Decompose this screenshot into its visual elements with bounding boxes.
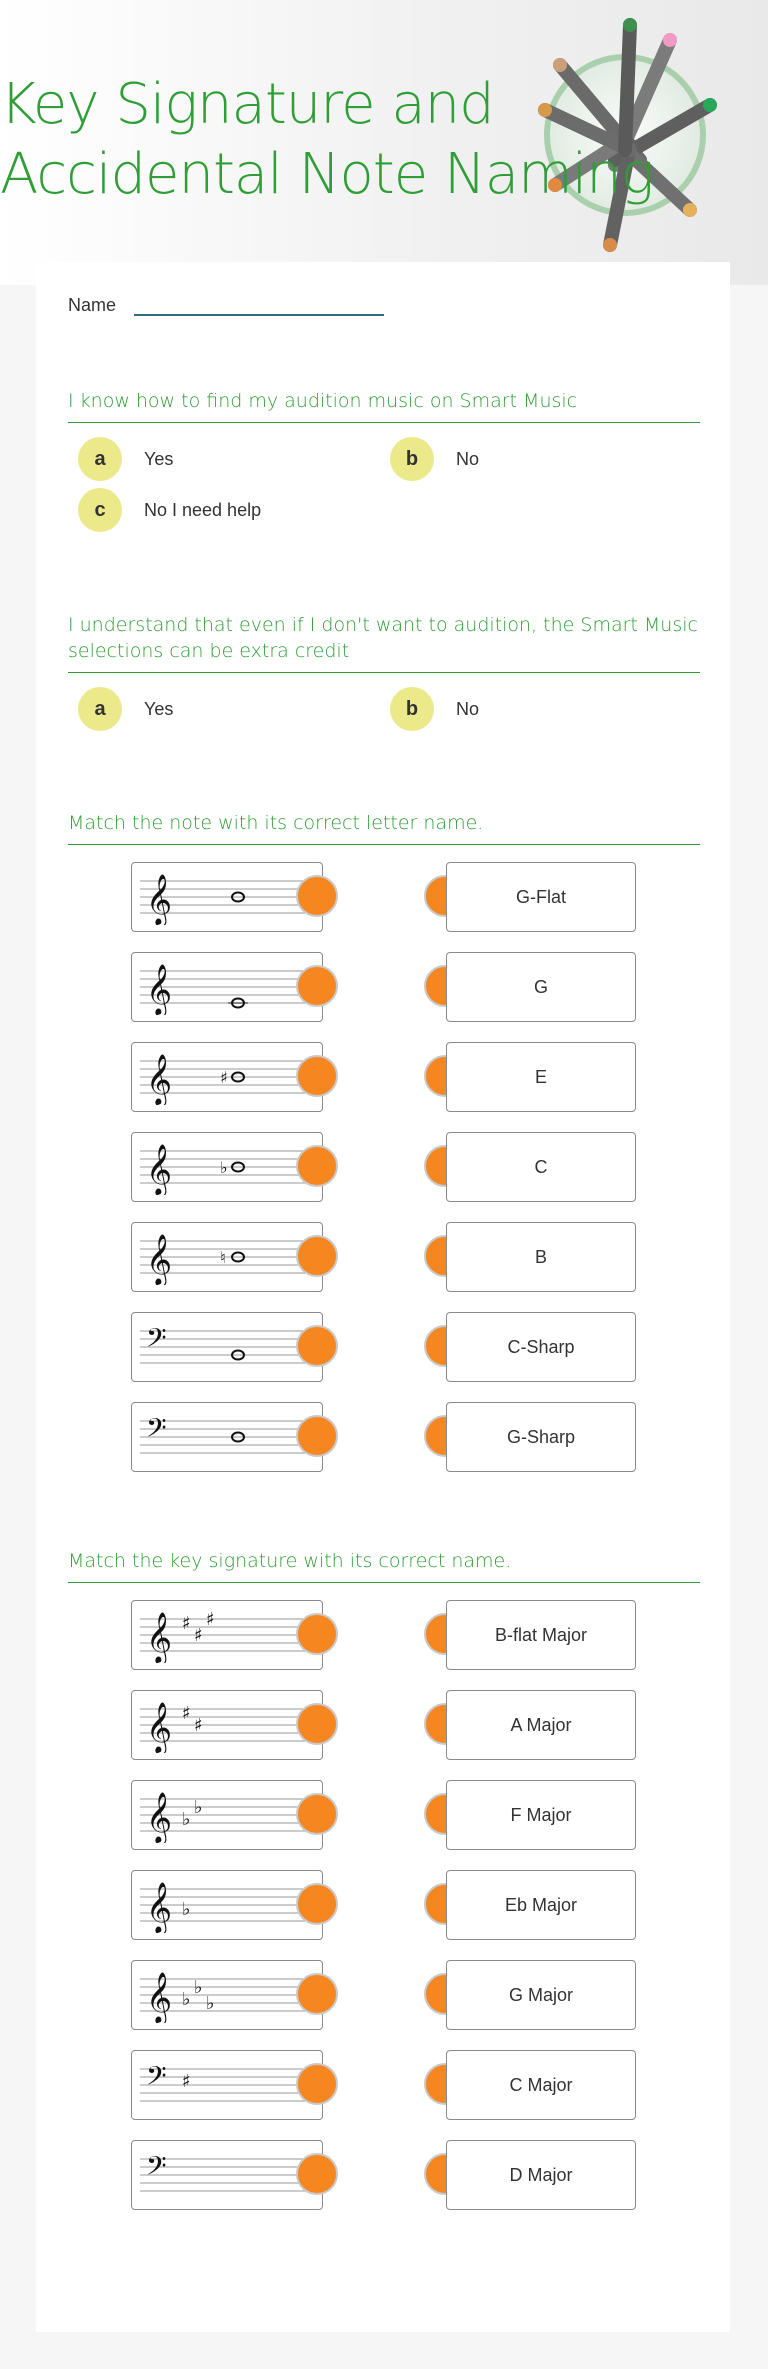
match-right-label: B	[534, 1246, 547, 1267]
staff-icon	[138, 1875, 308, 1933]
treble-clef-icon: 𝄞	[146, 874, 173, 925]
sharp-icon: ♯	[194, 1715, 203, 1736]
match-right-item[interactable]	[446, 1222, 636, 1292]
match-keys-section	[68, 1548, 700, 2208]
option-b[interactable]	[380, 437, 479, 481]
option-label: Yes	[144, 448, 174, 469]
staff-icon	[138, 1227, 308, 1285]
treble-clef-icon: 𝄞	[146, 1702, 173, 1753]
match-left-dot[interactable]	[296, 2153, 338, 2195]
match-right-item[interactable]	[446, 1132, 636, 1202]
match-right-item[interactable]	[446, 1690, 636, 1760]
match-left-item[interactable]	[131, 1402, 323, 1472]
bass-clef-icon: 𝄢	[146, 1412, 167, 1450]
match-right-label: F Major	[510, 1804, 572, 1825]
match-left-dot[interactable]	[296, 1235, 338, 1277]
sharp-icon: ♯	[194, 1625, 203, 1646]
match-right-item[interactable]	[446, 1042, 636, 1112]
staff-icon	[138, 957, 308, 1015]
option-badge: b	[390, 687, 434, 731]
sharp-icon: ♯	[206, 1609, 215, 1630]
staff-icon	[138, 1785, 308, 1843]
match-left-item[interactable]	[131, 1870, 323, 1940]
bass-clef-icon: 𝄢	[146, 2150, 167, 2188]
treble-clef-icon: 𝄞	[146, 1972, 173, 2023]
flat-icon: ♭	[182, 1809, 191, 1830]
match-left-item[interactable]	[131, 862, 323, 932]
staff-icon	[138, 1965, 308, 2023]
option-label: Yes	[144, 698, 174, 719]
option-c[interactable]	[68, 488, 261, 532]
sharp-icon: ♯	[182, 1703, 191, 1724]
match-title: Match the note with its correct letter name.	[68, 810, 700, 845]
staff-icon	[138, 1317, 308, 1375]
option-b[interactable]	[380, 687, 479, 731]
match-right-label: E	[534, 1066, 547, 1087]
match-left-item[interactable]	[131, 2140, 323, 2210]
question-title: I know how to find my audition music on Smart Music	[68, 388, 700, 423]
bass-clef-icon: 𝄢	[146, 2060, 167, 2098]
treble-clef-icon: 𝄞	[146, 964, 173, 1015]
match-left-dot[interactable]	[296, 1973, 338, 2015]
option-label: No	[456, 698, 480, 719]
name-label: Name	[68, 295, 117, 315]
match-left-item[interactable]	[131, 1600, 323, 1670]
bass-clef-icon: 𝄢	[146, 1322, 167, 1360]
match-right-label: A Major	[510, 1714, 572, 1735]
treble-clef-icon: 𝄞	[146, 1234, 173, 1285]
match-right-label: D Major	[509, 2164, 573, 2185]
match-left-dot[interactable]	[296, 1055, 338, 1097]
staff-icon	[138, 1137, 308, 1195]
match-left-dot[interactable]	[296, 1613, 338, 1655]
question-2	[68, 612, 700, 747]
match-title: Match the key signature with its correct name.	[68, 1548, 700, 1583]
treble-clef-icon: 𝄞	[146, 1882, 173, 1933]
option-badge: a	[78, 687, 122, 731]
sharp-icon: ♯	[182, 2071, 191, 2092]
match-left-item[interactable]	[131, 2050, 323, 2120]
option-label: No I need help	[144, 499, 262, 520]
flat-icon: ♭	[194, 1797, 203, 1818]
treble-clef-icon: 𝄞	[146, 1792, 173, 1843]
flat-icon: ♭	[182, 1899, 191, 1920]
match-right-label: C-Sharp	[507, 1336, 575, 1357]
staff-icon	[138, 2055, 308, 2113]
match-right-item[interactable]	[446, 1312, 636, 1382]
page-title: Key Signature and Accidental Note Naming	[0, 72, 654, 207]
match-right-label: C Major	[509, 2074, 573, 2095]
staff-icon	[138, 2145, 308, 2203]
match-right-item[interactable]	[446, 1870, 636, 1940]
match-right-label: G Major	[508, 1984, 573, 2005]
flat-icon: ♭	[220, 1158, 228, 1177]
match-left-dot[interactable]	[296, 1883, 338, 1925]
natural-icon: ♮	[220, 1248, 226, 1267]
match-left-dot[interactable]	[296, 1703, 338, 1745]
option-badge: a	[78, 437, 122, 481]
treble-clef-icon: 𝄞	[146, 1144, 173, 1195]
match-left-item[interactable]	[131, 1042, 323, 1112]
treble-clef-icon: 𝄞	[146, 1612, 173, 1663]
match-right-item[interactable]	[446, 1780, 636, 1850]
sharp-icon: ♯	[220, 1068, 228, 1087]
match-right-item[interactable]	[446, 1960, 636, 2030]
option-badge: b	[390, 437, 434, 481]
flat-icon: ♭	[206, 1993, 215, 2014]
sharp-icon: ♯	[182, 1613, 191, 1634]
question-1	[68, 388, 700, 547]
worksheet-card	[36, 262, 730, 2332]
staff-icon	[138, 867, 308, 925]
question-title: I understand that even if I don't want to audition, the Smart Music selections can be extra credit	[68, 612, 700, 673]
match-left-item[interactable]	[131, 1132, 323, 1202]
match-right-item[interactable]	[446, 952, 636, 1022]
match-right-label: B-flat Major	[494, 1624, 588, 1645]
staff-icon	[138, 1695, 308, 1753]
match-left-dot[interactable]	[296, 2063, 338, 2105]
flat-icon: ♭	[194, 1977, 203, 1998]
match-right-item[interactable]	[446, 862, 636, 932]
treble-clef-icon: 𝄞	[146, 1054, 173, 1105]
match-right-label: G	[533, 976, 548, 997]
match-left-dot[interactable]	[296, 1325, 338, 1367]
match-right-label: C	[534, 1156, 548, 1177]
match-left-item[interactable]	[131, 952, 323, 1022]
name-row	[68, 294, 384, 316]
staff-icon	[138, 1605, 308, 1663]
match-right-label: Eb Major	[504, 1894, 578, 1915]
option-label: No	[456, 448, 480, 469]
option-badge: c	[78, 488, 122, 532]
match-left-item[interactable]	[131, 1780, 323, 1850]
match-notes-section	[68, 810, 700, 1470]
match-left-dot[interactable]	[296, 875, 338, 917]
option-a[interactable]	[68, 437, 173, 481]
match-left-dot[interactable]	[296, 965, 338, 1007]
match-right-label: G-Flat	[515, 886, 566, 907]
match-right-item[interactable]	[446, 2140, 636, 2210]
match-left-dot[interactable]	[296, 1415, 338, 1457]
staff-icon	[138, 1407, 308, 1465]
match-left-item[interactable]	[131, 1960, 323, 2030]
match-left-item[interactable]	[131, 1690, 323, 1760]
match-right-item[interactable]	[446, 1600, 636, 1670]
match-left-dot[interactable]	[296, 1145, 338, 1187]
match-right-item[interactable]	[446, 1402, 636, 1472]
header-banner	[0, 0, 768, 285]
match-right-item[interactable]	[446, 2050, 636, 2120]
name-input[interactable]	[134, 294, 384, 316]
match-left-item[interactable]	[131, 1222, 323, 1292]
match-right-label: G-Sharp	[506, 1426, 576, 1447]
match-left-item[interactable]	[131, 1312, 323, 1382]
option-a[interactable]	[68, 687, 173, 731]
staff-icon	[138, 1047, 308, 1105]
match-left-dot[interactable]	[296, 1793, 338, 1835]
flat-icon: ♭	[182, 1989, 191, 2010]
